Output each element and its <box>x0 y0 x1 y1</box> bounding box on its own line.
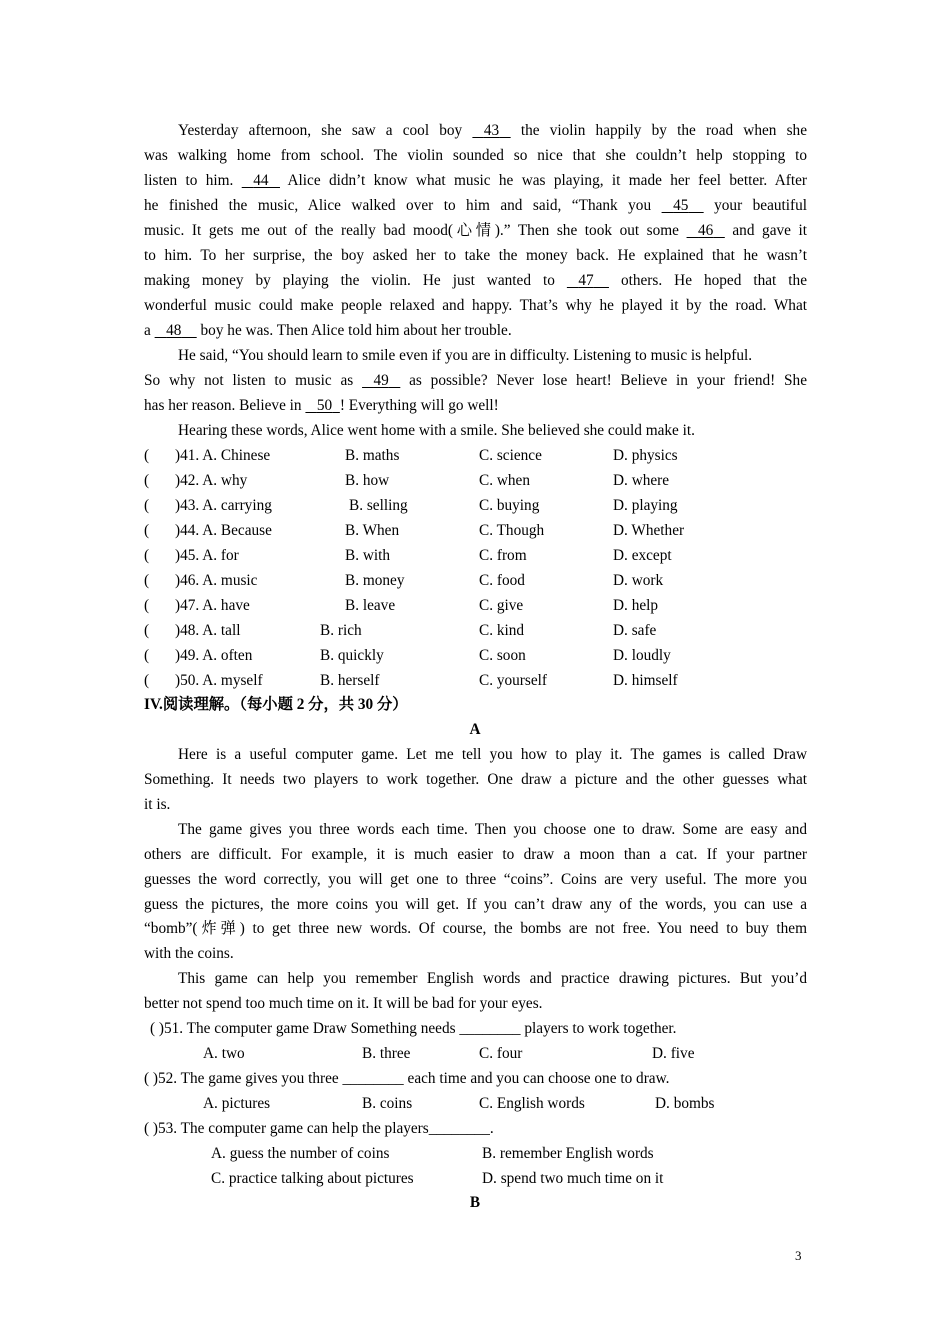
question-number: )47. A. have <box>175 597 250 614</box>
answer-bracket: ( <box>144 547 150 564</box>
option-b: B. selling <box>349 497 408 514</box>
page-number: 3 <box>795 1248 802 1263</box>
option-d: D. work <box>613 572 664 589</box>
option-d: D. Whether <box>613 522 685 539</box>
question-number: )41. A. Chinese <box>175 447 271 464</box>
passage-line: making money by playing the violin. He just wanted to 47 others. He hoped that the <box>144 268 807 293</box>
option-c: C. kind <box>479 622 525 639</box>
question-stem: ( )53. The computer game can help the players________. <box>144 1120 494 1137</box>
option-c: C. science <box>479 447 542 464</box>
option-c: C. from <box>479 547 527 564</box>
reading-b-label: B <box>469 1194 481 1211</box>
option-c: C. Though <box>479 522 545 539</box>
reading-line: Something. It needs two players to work together. One draw a picture and the other guesses what <box>144 771 807 788</box>
option-c: C. buying <box>479 497 540 514</box>
answer-bracket: ( <box>144 647 150 664</box>
option-b: B. maths <box>345 447 400 464</box>
option-b: B. quickly <box>320 647 384 664</box>
question-stem: ( )51. The computer game Draw Something needs ________ players to work together. <box>150 1020 677 1037</box>
option-c: C. English words <box>479 1095 585 1112</box>
question-number: )49. A. often <box>175 647 253 664</box>
option-b: B. remember English words <box>482 1145 654 1162</box>
blank-43: 43 <box>483 122 500 139</box>
option-b: B. three <box>362 1045 411 1062</box>
option-b: B. rich <box>320 622 362 639</box>
option-d: D. himself <box>613 672 678 689</box>
option-b: B. with <box>345 547 391 564</box>
option-c: C. soon <box>479 647 526 664</box>
option-b: B. leave <box>345 597 396 614</box>
option-d: D. spend two much time on it <box>482 1170 664 1187</box>
passage-line: listen to him. 44 Alice didn’t know what music he was playing, it made her feel better. After <box>144 168 807 193</box>
question-number: )43. A. carrying <box>175 497 272 514</box>
blank-47: 47 <box>578 272 594 289</box>
passage-line: to him. To her surprise, the boy asked her to take the money back. He explained that he wasn’t <box>144 247 807 264</box>
option-c: C. when <box>479 472 530 489</box>
option-a: A. guess the number of coins <box>211 1145 390 1162</box>
blank-48: 48 <box>166 322 182 339</box>
answer-bracket: ( <box>144 572 150 589</box>
blank-49: 49 <box>373 372 389 389</box>
passage-line: was walking home from school. The violin sounded so nice that she couldn’t help stopping to <box>144 147 807 164</box>
reading-line: guesses the word correctly, you will get one to three “coins”. Coins are very useful. The more you <box>144 871 807 888</box>
question-number: )50. A. myself <box>175 672 263 689</box>
blank-45: 45 <box>673 197 689 214</box>
question-stem: ( )52. The game gives you three ________ each time and you can choose one to draw. <box>144 1070 670 1087</box>
option-d: D. five <box>652 1045 695 1062</box>
passage-line: wonderful music could make people relaxed and happy. That’s why he played it by the road. What <box>144 297 807 314</box>
option-c: C. give <box>479 597 524 614</box>
reading-line: others are difficult. For example, it is much easier to draw a moon than a cat. If your partner <box>144 846 807 863</box>
reading-line: guess the pictures, the more coins you will get. If you can’t draw any of the words, you can use a <box>144 896 807 913</box>
option-b: B. When <box>345 522 400 539</box>
passage-line: Yesterday afternoon, she saw a cool boy 43 the violin happily by the road when she <box>178 118 807 143</box>
passage-line: Hearing these words, Alice went home with a smile. She believed she could make it. <box>178 422 695 439</box>
option-c: C. yourself <box>479 672 547 689</box>
question-number: )42. A. why <box>175 472 248 489</box>
passage-line: He said, “You should learn to smile even if you are in difficulty. Listening to music is helpful. <box>178 347 753 364</box>
question-number: )48. A. tall <box>175 622 241 639</box>
option-d: D. help <box>613 597 659 614</box>
passage-line: a 48 boy he was. Then Alice told him about her trouble. <box>144 318 807 343</box>
option-d: D. physics <box>613 447 678 464</box>
answer-bracket: ( <box>144 522 150 539</box>
answer-bracket: ( <box>144 622 150 639</box>
reading-line: it is. <box>144 796 171 813</box>
option-a: A. two <box>203 1045 245 1062</box>
option-d: D. bombs <box>655 1095 715 1112</box>
passage-line: music. It gets me out of the really bad mood(心情).” Then she took out some 46 and gave it <box>144 218 807 243</box>
blank-46: 46 <box>698 222 714 239</box>
option-b: B. money <box>345 572 405 589</box>
reading-line: Here is a useful computer game. Let me tell you how to play it. The games is called Draw <box>178 746 807 763</box>
option-b: B. how <box>345 472 390 489</box>
question-number: )44. A. Because <box>175 522 272 539</box>
question-number: )45. A. for <box>175 547 239 564</box>
answer-bracket: ( <box>144 497 150 514</box>
passage-line: So why not listen to music as 49 as possible? Never lose heart! Believe in your friend! She <box>144 368 807 393</box>
answer-bracket: ( <box>144 672 150 689</box>
answer-bracket: ( <box>144 472 150 489</box>
option-d: D. safe <box>613 622 657 639</box>
option-b: B. coins <box>362 1095 413 1112</box>
reading-line: This game can help you remember English words and practice drawing pictures. But you’d <box>178 970 807 987</box>
reading-line: better not spend too much time on it. It will be bad for your eyes. <box>144 995 543 1012</box>
section-heading: IV.阅读理解。（每小题 2 分，共 30 分） <box>144 696 408 713</box>
reading-line: with the coins. <box>144 945 234 962</box>
passage-line: has her reason. Believe in 50 ! Everything will go well! <box>144 393 807 418</box>
option-d: D. where <box>613 472 670 489</box>
answer-bracket: ( <box>144 597 150 614</box>
blank-44: 44 <box>253 172 269 189</box>
option-d: D. playing <box>613 497 678 514</box>
option-c: C. practice talking about pictures <box>211 1170 414 1187</box>
option-b: B. herself <box>320 672 380 689</box>
option-d: D. except <box>613 547 672 564</box>
question-number: )46. A. music <box>175 572 258 589</box>
reading-a-label: A <box>469 721 481 738</box>
reading-line: “bomb”(炸弹) to get three new words. Of course, the bombs are not free. You need to buy them <box>144 920 807 937</box>
option-d: D. loudly <box>613 647 671 664</box>
passage-line: he finished the music, Alice walked over to him and said, “Thank you 45 your beautiful <box>144 193 807 218</box>
option-c: C. four <box>479 1045 523 1062</box>
blank-50: 50 <box>316 397 333 414</box>
option-a: A. pictures <box>203 1095 271 1112</box>
option-c: C. food <box>479 572 525 589</box>
answer-bracket: ( <box>144 447 150 464</box>
reading-line: The game gives you three words each time. Then you choose one to draw. Some are easy and <box>178 821 807 838</box>
